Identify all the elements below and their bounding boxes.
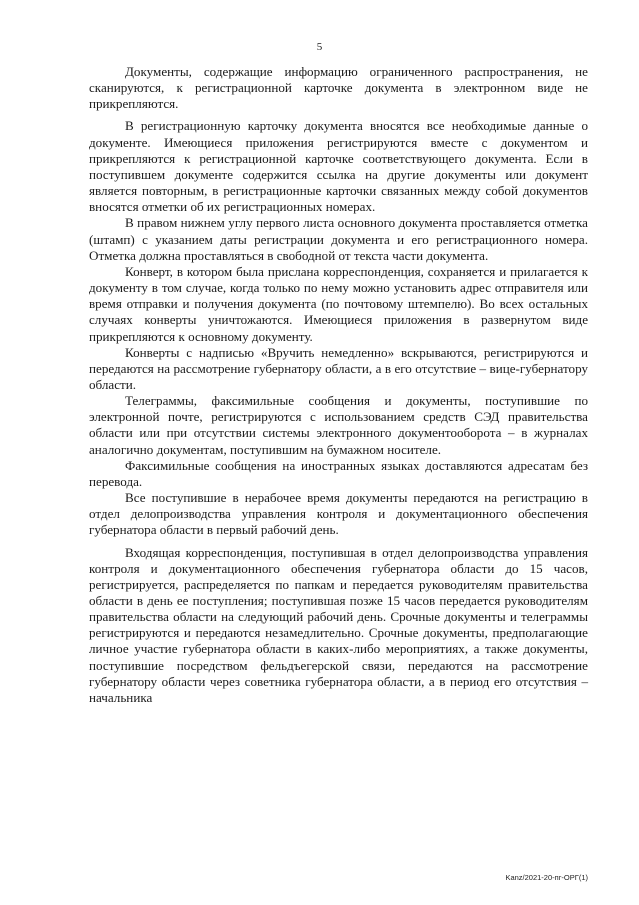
paragraph-foreign-fax: Факсимильные сообщения на иностранных языках доставляются адресатам без перевода. xyxy=(89,457,588,489)
paragraph-telegrams-fax-email: Телеграммы, факсимильные сообщения и документы, поступившие по электронной почте, регистрируются с использованием средств СЭД правительства области или при отсутствии системы электронного документооборота – в журналах аналогично документам, поступившим на бумажном носителе. xyxy=(89,393,588,457)
document-body xyxy=(89,64,588,706)
paragraph-envelope: Конверт, в котором была прислана корреспонденция, сохраняется и прилагается к документу в том случае, когда только по нему можно установить адрес отправителя или время отправки и получения документа (по почтовому штемпелю). Во всех остальных случаях конверты уничтожаются. Имеющиеся приложения в развернутом виде прикрепляются к основному документу. xyxy=(89,263,588,344)
paragraph-non-working-hours: Все поступившие в нерабочее время документы передаются на регистрацию в отдел делопроизводства управления контроля и документационного обеспечения губернатора области в первый рабочий день. xyxy=(89,490,588,538)
paragraph-registration-card: В регистрационную карточку документа вносятся все необходимые данные о документе. Имеющиеся приложения регистрируются вместе с документом и прикрепляются к регистрационной карточке соответствующего документа. Если в поступившем документе содержится ссылка на другие документы или документ является повторным, в регистрационные карточки связанных между собой документов вносятся отметки об их регистрационных номерах. xyxy=(89,118,588,215)
page-number: 5 xyxy=(316,41,323,53)
document-footer-code: Kanz/2021-20-пг-ОРГ(1) xyxy=(505,873,588,882)
paragraph-incoming-correspondence: Входящая корреспонденция, поступившая в отдел делопроизводства управления контроля и документационного обеспечения губернатора области до 15 часов, регистрируется, распределяется по папкам и передается руководителям правительства области в день ее поступления; поступившая позже 15 часов передается руководителям правительства области на следующий рабочий день. Срочные документы и телеграммы регистрируются и передаются незамедлительно. Срочные документы, предполагающие личное участие губернатора области в каких-либо мероприятиях, а также документы, поступившие посредством фельдъегерской связи, передаются на рассмотрение губернатору области через советника губернатора области, а в период его отсутствия – начальника xyxy=(89,544,588,705)
paragraph-registration-stamp: В правом нижнем углу первого листа основного документа проставляется отметка (штамп) с указанием даты регистрации документа и его регистрационного номера. Отметка должна проставляться в свободной от текста части документа. xyxy=(89,215,588,263)
paragraph-urgent-envelopes: Конверты с надписью «Вручить немедленно» вскрываются, регистрируются и передаются на рассмотрение губернатору области, а в его отсутствие – вице-губернатору области. xyxy=(89,344,588,392)
paragraph-restricted-documents: Документы, содержащие информацию ограниченного распространения, не сканируются, к регистрационной карточке документа в электронном виде не прикрепляются. xyxy=(89,64,588,112)
